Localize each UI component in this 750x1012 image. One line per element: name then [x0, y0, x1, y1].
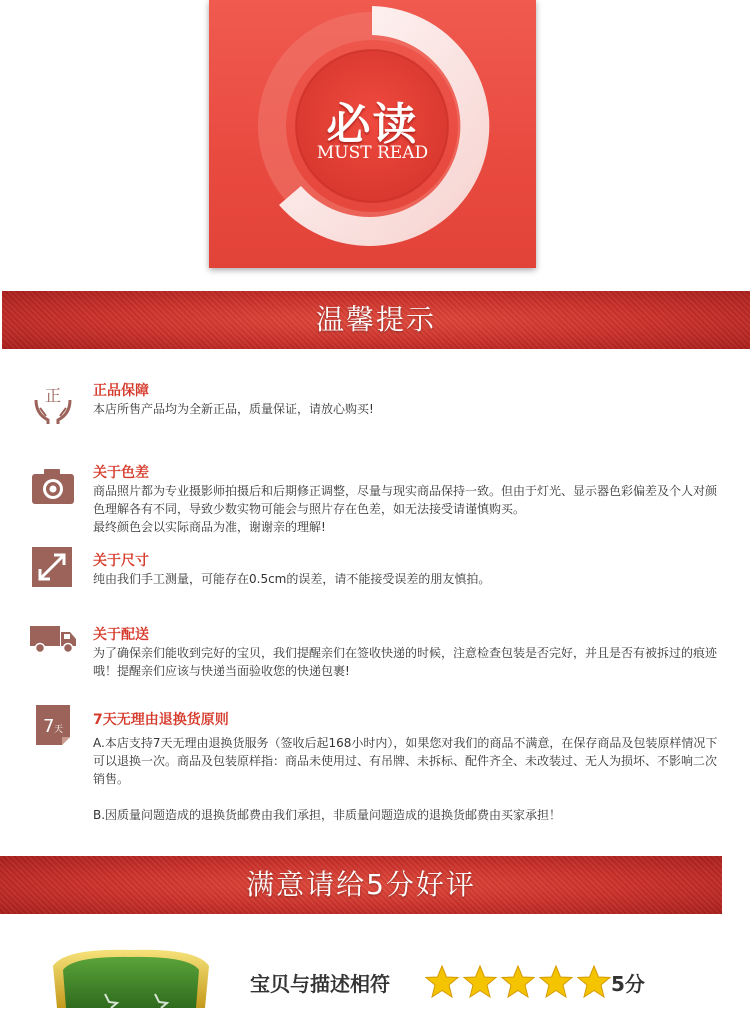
rating-label: 宝贝与描述相符 [250, 972, 390, 996]
item-text: 纯由我们手工测量，可能存在0.5cm的误差，请不能接受误差的朋友慎拍。 [93, 572, 491, 586]
seven-day-return-icon [30, 701, 76, 747]
item-text: 为了确保亲们能收到完好的宝贝，我们提醒亲们在签收快递的时候，注意检查包装是否完好，并且是否有被拆过的痕迹哦！提醒亲们应该与快递当面验收您的快递包裹! [93, 646, 718, 678]
item-text: 本店所售产品均为全新正品，质量保证，请放心购买! [93, 402, 374, 416]
svg-text:正: 正 [44, 386, 62, 405]
star-icon [538, 964, 574, 1000]
star-icon [424, 964, 460, 1000]
tips-banner: 温馨提示 [2, 291, 750, 349]
resize-arrow-icon [30, 545, 76, 591]
camera-icon [30, 464, 76, 510]
item-title: 7天无理由退换货原则 [93, 712, 229, 728]
must-read-card [209, 0, 536, 268]
delivery-truck-icon [30, 618, 80, 664]
rating-stars [424, 964, 612, 1000]
item-title: 正品保障 [93, 383, 149, 399]
star-icon [576, 964, 612, 1000]
item-text: 商品照片都为专业摄影师拍摄后和后期修正调整，尽量与现实商品保持一致。但由于灯光、显示器色彩偏差及个人对颜色理解各有不同，导致少数实物可能会与照片存在色差，如无法接受请谨慎购买。 最终颜色会以实际商品为准，谢谢亲的理解! [93, 484, 718, 534]
star-icon [462, 964, 498, 1000]
item-title: 关于色差 [93, 465, 149, 481]
must-read-title: 必读 [326, 99, 419, 150]
item-text: A.本店支持7天无理由退换货服务（签收后起168小时内），如果您对我们的商品不满意，在保存商品及包装原样情况下可以退换一次。商品及包装原样指：商品未使用过、有吊牌、未拆标、配件齐全、未改装过、无人为损坏、不影响二次销售。 B.因质量问题造成的退换货邮费由我们承担，非质量问题造成的退换货邮费由买家承担！ [93, 736, 718, 822]
svg-text:7: 7 [43, 716, 55, 737]
rating-banner: 满意请给5分好评 [0, 856, 722, 914]
star-icon [500, 964, 536, 1000]
shield-badge-icon [45, 948, 217, 1008]
item-title: 关于尺寸 [93, 553, 149, 569]
must-read-subtitle: MUST READ [316, 143, 429, 163]
item-title: 关于配送 [93, 627, 149, 643]
authentic-hands-icon [30, 380, 76, 426]
rating-score: 5分 [611, 972, 645, 996]
svg-text:天: 天 [54, 725, 64, 735]
